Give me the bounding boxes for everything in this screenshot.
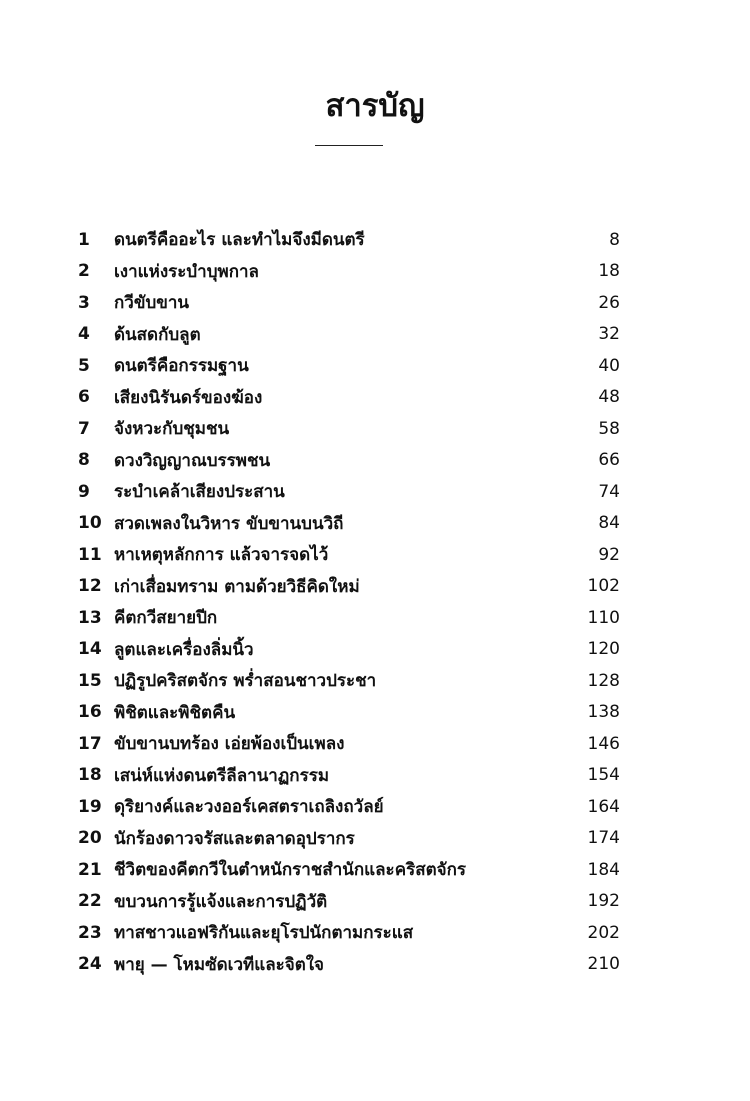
chapter-number: 22: [78, 891, 102, 912]
page-number: 184: [587, 859, 620, 880]
toc-entry[interactable]: [78, 319, 620, 351]
page-number: 174: [587, 828, 620, 849]
chapter-title: ลูตและเครื่องลิ่มนิ้ว: [114, 639, 254, 660]
chapter-number: 17: [78, 733, 102, 754]
chapter-number: 18: [78, 765, 102, 786]
toc-entry[interactable]: [78, 634, 620, 666]
chapter-number: 4: [78, 324, 90, 345]
page-number: 58: [598, 418, 620, 439]
page-number: 192: [587, 891, 620, 912]
chapter-title: นักร้องดาวจรัสและตลาดอุปรากร: [114, 828, 355, 849]
toc-entry[interactable]: [78, 287, 620, 319]
chapter-title: ขับขานบทร้อง เอ่ยพ้องเป็นเพลง: [114, 734, 345, 755]
chapter-number: 20: [78, 828, 102, 849]
toc-entry[interactable]: [78, 508, 620, 540]
chapter-number: 2: [78, 261, 90, 282]
toc-entry[interactable]: [78, 728, 620, 760]
toc-entry[interactable]: [78, 539, 620, 571]
toc-entry[interactable]: [78, 697, 620, 729]
chapter-number: 23: [78, 922, 102, 943]
page-number: 202: [587, 922, 620, 943]
chapter-title: เงาแห่งระบำบุพกาล: [114, 261, 259, 282]
toc-entry[interactable]: [78, 382, 620, 414]
chapter-number: 6: [78, 387, 90, 408]
chapter-number: 12: [78, 576, 102, 597]
chapter-title: ดนตรีคืออะไร และทำไมจึงมีดนตรี: [114, 230, 365, 251]
chapter-title: ระบำเคล้าเสียงประสาน: [114, 482, 285, 503]
toc-entry[interactable]: [78, 949, 620, 981]
page-number: 66: [598, 450, 620, 471]
toc-entry[interactable]: [78, 602, 620, 634]
page-number: 210: [587, 954, 620, 975]
page-number: 18: [598, 261, 620, 282]
chapter-title: กวีขับขาน: [114, 293, 190, 314]
toc-entry[interactable]: [78, 823, 620, 855]
page-number: 128: [587, 670, 620, 691]
toc-entry[interactable]: [78, 224, 620, 256]
chapter-title: ปฏิรูปคริสตจักร พร่ำสอนชาวประชา: [114, 671, 377, 692]
chapter-title: สวดเพลงในวิหาร ขับขานบนวิถี: [114, 513, 344, 534]
chapter-number: 11: [78, 544, 102, 565]
chapter-number: 14: [78, 639, 102, 660]
page-number: 84: [598, 513, 620, 534]
chapter-title: ด้นสดกับลูต: [114, 324, 201, 345]
page-number: 154: [587, 765, 620, 786]
page-number: 48: [598, 387, 620, 408]
chapter-title: เสียงนิรันดร์ของฆ้อง: [114, 387, 263, 408]
chapter-title: เก่าเสื่อมทราม ตามด้วยวิธีคิดใหม่: [114, 576, 360, 597]
chapter-title: จังหวะกับชุมชน: [114, 419, 230, 440]
chapter-number: 1: [78, 229, 90, 250]
chapter-title: พิชิตและพิชิตคืน: [114, 702, 236, 723]
chapter-number: 7: [78, 418, 90, 439]
toc-entry[interactable]: [78, 791, 620, 823]
toc-entry[interactable]: [78, 760, 620, 792]
page-number: 74: [598, 481, 620, 502]
page-number: 8: [609, 229, 620, 250]
chapter-title: ดุริยางค์และวงออร์เคสตราเถลิงถวัลย์: [114, 797, 384, 818]
page-number: 110: [587, 607, 620, 628]
chapter-title: เสน่ห์แห่งดนตรีลีลานาฏกรรม: [114, 765, 330, 786]
chapter-number: 21: [78, 859, 102, 880]
chapter-number: 5: [78, 355, 90, 376]
page-number: 138: [587, 702, 620, 723]
chapter-number: 15: [78, 670, 102, 691]
chapter-title: ขบวนการรู้แจ้งและการปฏิวัติ: [114, 891, 328, 912]
chapter-number: 16: [78, 702, 102, 723]
chapter-number: 10: [78, 513, 102, 534]
toc-entry[interactable]: [78, 886, 620, 918]
toc-entry[interactable]: [78, 476, 620, 508]
chapter-number: 19: [78, 796, 102, 817]
toc-entry[interactable]: [78, 445, 620, 477]
chapter-title: ดนตรีคือกรรมฐาน: [114, 356, 249, 377]
toc-entry[interactable]: [78, 256, 620, 288]
page-number: 120: [587, 639, 620, 660]
toc-entry[interactable]: [78, 571, 620, 603]
chapter-title: คีตกวีสยายปีก: [114, 608, 218, 629]
chapter-number: 24: [78, 954, 102, 975]
page-number: 32: [598, 324, 620, 345]
toc-entry[interactable]: [78, 413, 620, 445]
toc-entry[interactable]: [78, 854, 620, 886]
page-number: 26: [598, 292, 620, 313]
chapter-number: 13: [78, 607, 102, 628]
toc-entry[interactable]: [78, 917, 620, 949]
page-number: 40: [598, 355, 620, 376]
chapter-title: พายุ — โหมซัดเวทีและจิตใจ: [114, 954, 325, 975]
chapter-title: ชีวิตของคีตกวีในตำหนักราชสำนักและคริสตจักร: [114, 860, 466, 881]
page-number: 164: [587, 796, 620, 817]
chapter-title: ทาสชาวแอฟริกันและยุโรปนักตามกระแส: [114, 923, 414, 944]
page-number: 146: [587, 733, 620, 754]
chapter-title: หาเหตุหลักการ แล้วจารจดไว้: [114, 545, 329, 566]
toc-entry[interactable]: [78, 665, 620, 697]
toc-entry[interactable]: [78, 350, 620, 382]
chapter-number: 3: [78, 292, 90, 313]
page-number: 92: [598, 544, 620, 565]
table-of-contents: [78, 224, 620, 980]
page-number: 102: [587, 576, 620, 597]
page-title: สารบัญ: [325, 88, 425, 124]
chapter-number: 9: [78, 481, 90, 502]
chapter-title: ดวงวิญญาณบรรพชน: [114, 450, 271, 471]
chapter-number: 8: [78, 450, 90, 471]
title-divider: [315, 145, 383, 146]
